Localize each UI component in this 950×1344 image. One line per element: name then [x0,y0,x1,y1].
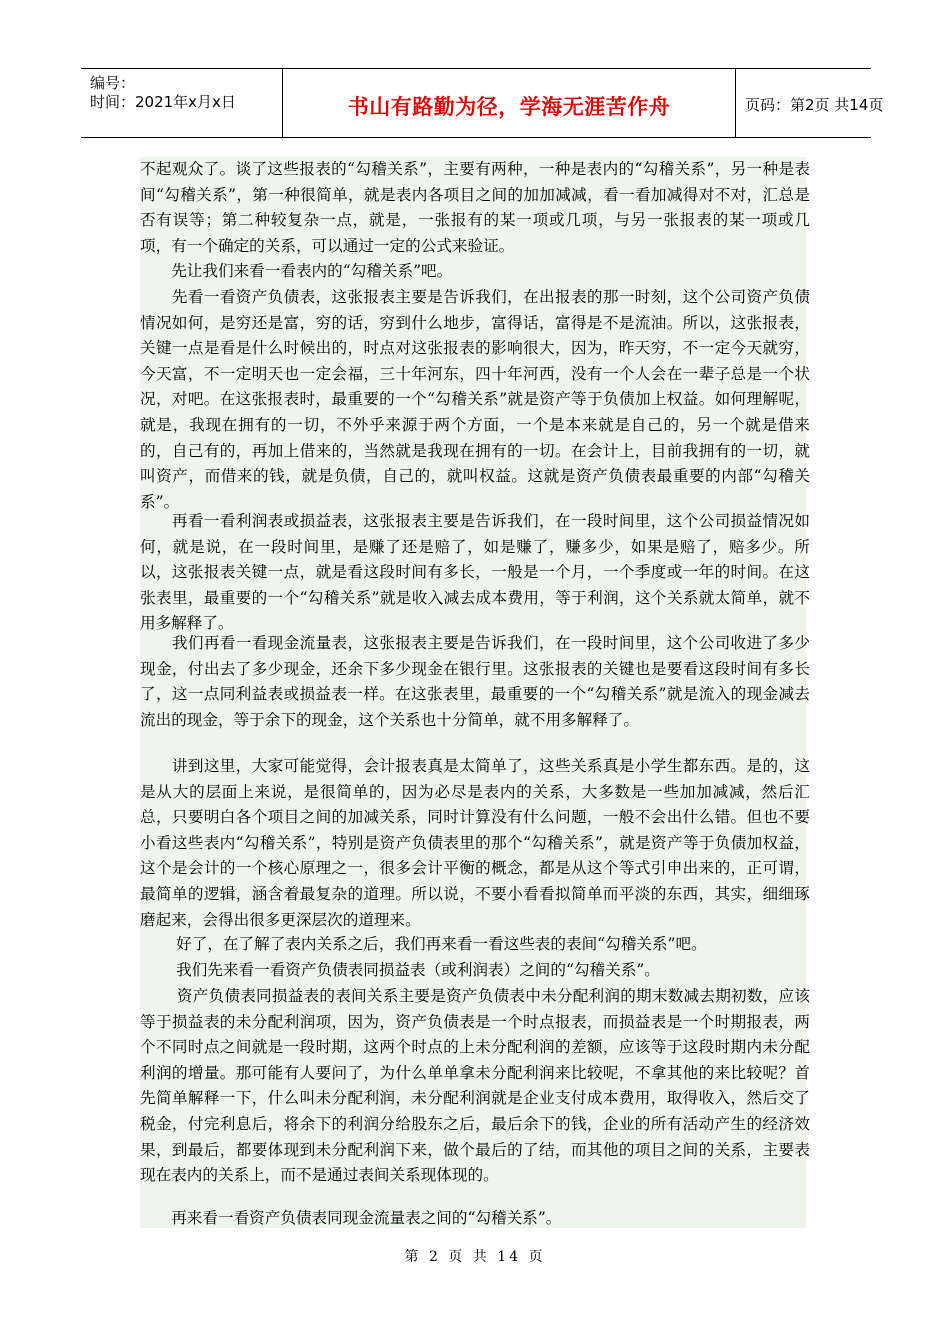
header-page-cell [736,69,884,137]
paragraph-1: 不起观众了。谈了这些报表的“勾稽关系”，主要有两种，一种是表内的“勾稽关系”，另一种是表间“勾稽关系”，第一种很简单，就是表内各项目之间的加加减减，看一看加减得对不对，汇总是否有误等；第二种较复杂一点，就是，一张报有的某一项或几项，与另一张报表的某一项或几项，有一个确定的关系，可以通过一定的公式来验证。 [140,160,810,255]
paragraph-7: 好了，在了解了表内关系之后，我们再来看一看这些表的表间“勾稽关系”吧。 [140,935,707,953]
document-number-label: 编号： [90,74,136,92]
paragraph-4: 再看一看利润表或损益表，这张报表主要是告诉我们，在一段时间里，这个公司损益情况如何，就是说，在一段时间里，是赚了还是赔了，如是赚了，赚多少，如果是赔了，赔多少。所以，这张报表关键一点，就是看这段时间有多长，一般是一个月，一个季度或一年的时间。在这张表里，最重要的一个“勾稽关系”就是收入减去成本费用，等于利润，这个关系就太简单，就不用多解释了。 [140,512,810,633]
paragraph-8: 我们先来看一看资产负债表同损益表（或利润表）之间的“勾稽关系”。 [140,961,660,979]
header-motto: 书山有路勤为径，学海无涯苦作舟 [347,94,671,119]
paragraph-6: 讲到这里，大家可能觉得，会计报表真是太简单了，这些关系真是小学生都东西。是的，这是从大的层面上来说，是很简单的，因为必尽是表内的关系，大多数是一些加加减减，然后汇总，只要明白各个项目之间的加减关系，同时计算没有什么问题，一般不会出什么错。但也不要小看这些表内“勾稽关系”，特别是资产负债表里的那个“勾稽关系”，就是资产等于负债加权益，这个是会计的一个核心原理之一，很多会计平衡的概念，都是从这个等式引申出来的，正可谓，最简单的逻辑，涵含着最复杂的道理。所以说，不要小看看拟简单而平淡的东西，其实，细细琢磨起来，会得出很多更深层次的道理来。 [140,757,810,929]
header-page-info: 页码：第2页 共14页 [745,96,884,114]
header-motto-cell [283,69,736,137]
paragraph-5: 我们再看一看现金流量表，这张报表主要是告诉我们，在一段时间里，这个公司收进了多少现金，付出去了多少现金，还余下多少现金在银行里。这张报表的关键也是要看这段时间有多长了，这一点同利益表或损益表一样。在这张表里，最重要的一个“勾稽关系”就是流入的现金减去流出的现金，等于余下的现金，这个关系也十分简单，就不用多解释了。 [140,634,810,729]
page-footer: 第 2 页 共 14 页 [404,1249,546,1265]
paragraph-2: 先让我们来看一看表内的“勾稽关系”吧。 [140,262,453,280]
header-meta-cell [81,69,283,137]
paragraph-10: 再来看一看资产负债表同现金流量表之间的“勾稽关系”。 [140,1209,562,1227]
paragraph-3: 先看一看资产负债表，这张报表主要是告诉我们，在出报表的那一时刻，这个公司资产负债情况如何，是穷还是富，穷的话，穷到什么地步，富得话，富得是不是流油。所以，这张报表，关键一点是看是什么时候出的，时点对这张报表的影响很大，因为，昨天穷，不一定今天就穷，今天富，不一定明天也一定会福，三十年河东，四十年河西，没有一个人会在一辈子总是一个状况，对吧。在这张报表时，最重要的一个“勾稽关系”就是资产等于负债加上权益。如何理解呢，就是，我现在拥有的一切，不外乎来源于两个方面，一个是本来就是自己的，另一个就是借来的，自己有的，再加上借来的，当然就是我现在拥有的一切。在会计上，目前我拥有的一切，就叫资产，而借来的钱，就是负债，自己的，就叫权益。这就是资产负债表最重要的内部“勾稽关系”。 [140,288,810,511]
document-body [140,157,810,1228]
paragraph-9: 资产负债表同损益表的表间关系主要是资产负债表中未分配利润的期末数减去期初数，应该等于损益表的未分配利润项，因为，资产负债表是一个时点报表，而损益表是一个时期报表，两个不同时点之间就是一段时期，这两个时点的上未分配利润的差额，应该等于这段时期内未分配利润的增量。那可能有人要问了，为什么单单拿未分配利润来比较呢，不拿其他的来比较呢？首先简单解释一下，什么叫未分配利润，未分配利润就是企业支付成本费用，取得收入，然后交了税金，付完利息后，将余下的利润分给股东之后，最后余下的钱，企业的所有活动产生的经济效果，到最后，都要体现到未分配利润下来，做个最后的了结，而其他的项目之间的关系，主要表现在表内的关系上，而不是通过表间关系现体现的。 [140,987,810,1185]
document-date: 时间：2021年x月x日 [90,93,236,111]
page-header [81,68,884,138]
